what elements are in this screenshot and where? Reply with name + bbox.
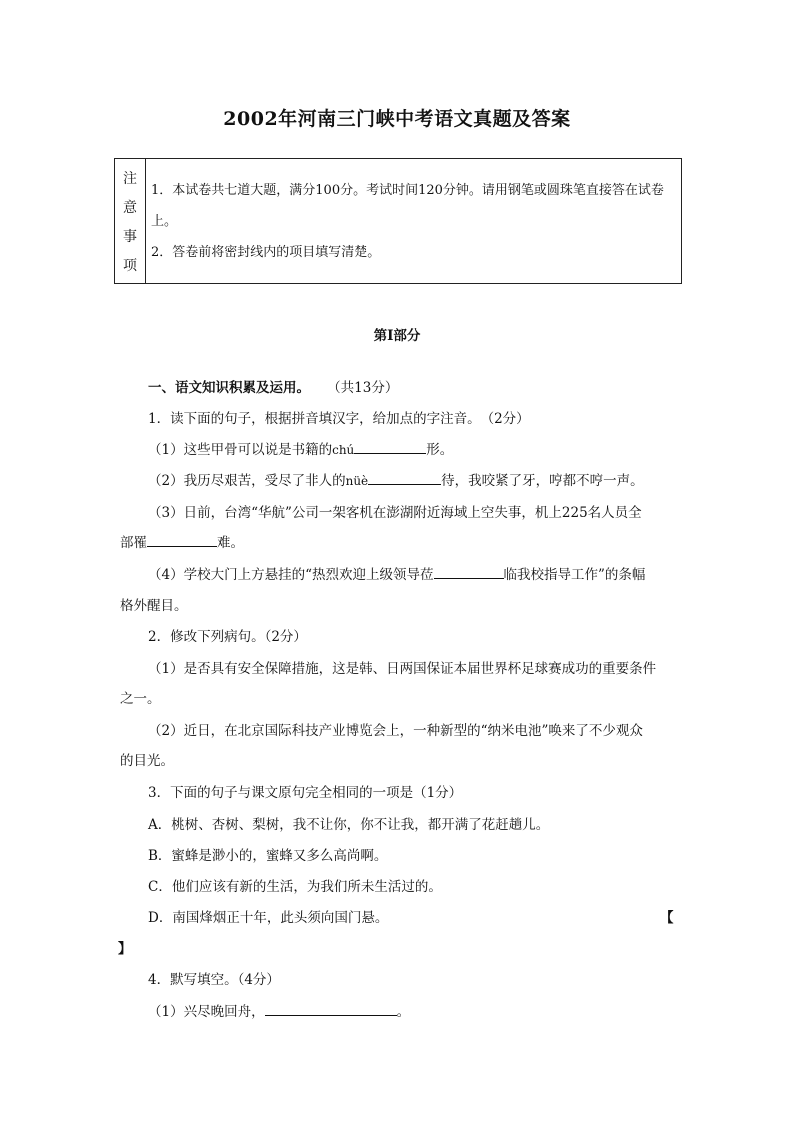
question-line xyxy=(148,469,644,489)
notice-item: 2．答卷前将密封线内的项目填写清楚。 xyxy=(151,245,381,260)
sentence-text: 部罹 xyxy=(120,535,147,551)
answer-bracket-close: 】 xyxy=(118,941,132,957)
notice-item: 1．本试卷共七道大题，满分100分。考试时间120分钟。请用钢笔或圆珠笔直接答在试卷上。 xyxy=(151,183,664,229)
sentence-text: （1）这些甲骨可以说是书籍的 xyxy=(148,442,333,458)
notice-label xyxy=(115,159,146,283)
question-line: （1）是否具有安全保障措施，这是韩、日两国保证本届世界杯足球赛成功的重要条件 xyxy=(148,661,657,677)
question-stem: 3．下面的句子与课文原句完全相同的一项是（1分） xyxy=(148,785,463,801)
pinyin-text: nüè xyxy=(345,474,369,488)
answer-blank[interactable] xyxy=(354,439,426,454)
notice-label-char: 事 xyxy=(123,228,137,245)
option-a: A．桃树、杏树、梨树，我不让你，你不让我，都开满了花赶趟儿。 xyxy=(148,817,550,833)
sentence-text: 待，我咬紧了牙，哼都不哼一声。 xyxy=(441,473,644,489)
question-stem: 4．默写填空。（4分） xyxy=(148,972,280,988)
sentence-text: （2）我历尽艰苦，受尽了非人的 xyxy=(148,473,346,489)
question-line xyxy=(120,531,244,551)
question-line: （3）日前，台湾“华航”公司一架客机在澎湖附近海域上空失事，机上225名人员全 xyxy=(148,505,642,521)
question-line xyxy=(148,438,453,458)
question-line: （2）近日，在北京国际科技产业博览会上，一种新型的“纳米电池”唤来了不少观众 xyxy=(148,723,643,739)
question-line: 的目光。 xyxy=(120,753,174,769)
question-stem: 2．修改下列病句。（2分） xyxy=(148,629,307,645)
answer-bracket-open: 【 xyxy=(660,910,674,926)
question-line: 之一。 xyxy=(120,691,161,707)
pinyin-text: chú xyxy=(332,443,355,457)
option-d: D．南国烽烟正十年，此头须向国门悬。 xyxy=(148,910,389,926)
question-line: 格外醒目。 xyxy=(120,598,188,614)
section-score: （共13分） xyxy=(327,380,399,396)
answer-blank[interactable] xyxy=(434,564,504,579)
sentence-text: 形。 xyxy=(426,442,454,458)
section-heading-text: 一、语文知识积累及运用。 xyxy=(148,380,310,396)
question-stem: 1．读下面的句子，根据拼音填汉字，给加点的字注音。 （2分） xyxy=(148,411,530,427)
notice-label-char: 注 xyxy=(123,170,137,187)
question-line xyxy=(148,563,645,583)
sentence-text: 临我校指导工作”的条幅 xyxy=(503,567,646,583)
answer-blank[interactable] xyxy=(265,1001,397,1016)
part-title: 第Ⅰ部分 xyxy=(373,328,421,344)
notice-label-char: 意 xyxy=(123,199,137,216)
sentence-text: 。 xyxy=(396,1004,411,1020)
question-line xyxy=(148,1000,410,1020)
option-c: C．他们应该有新的生活，为我们所未生活过的。 xyxy=(148,879,442,895)
sentence-text: （1）兴尽晚回舟， xyxy=(148,1004,265,1020)
sentence-text: （4）学校大门上方悬挂的“热烈欢迎上级领导莅 xyxy=(148,567,434,583)
notice-label-char: 项 xyxy=(123,257,137,274)
answer-blank[interactable] xyxy=(147,532,217,547)
notice-body xyxy=(146,159,681,283)
answer-blank[interactable] xyxy=(368,470,441,485)
sentence-text: 难。 xyxy=(217,535,244,551)
option-b: B．蜜蜂是渺小的，蜜蜂又多么高尚啊。 xyxy=(148,848,388,864)
document-title: 2002年河南三门峡中考语文真题及答案 xyxy=(223,108,571,130)
section-heading xyxy=(148,376,398,396)
notice-box xyxy=(114,158,682,284)
